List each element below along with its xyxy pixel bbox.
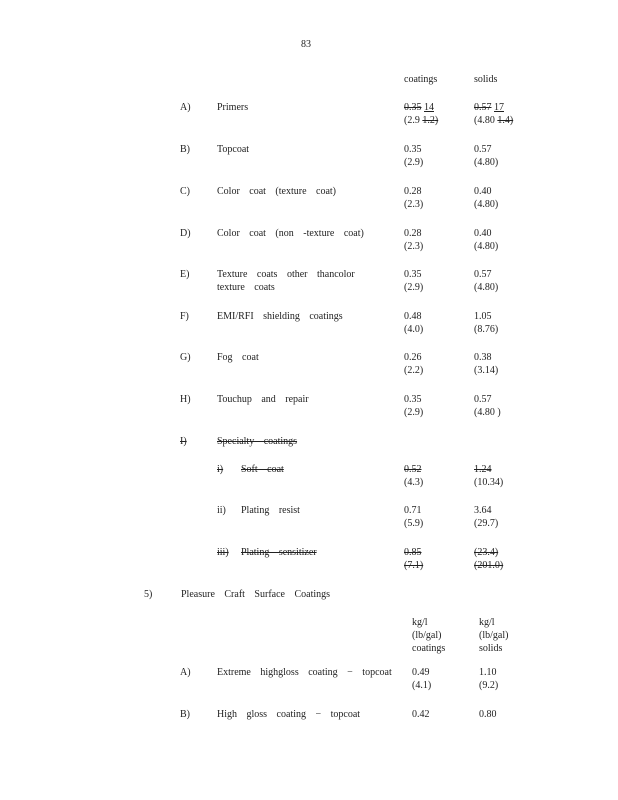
row-label: B) [180, 709, 190, 720]
section-number: 5) [144, 589, 153, 600]
header-solids: solids [474, 74, 498, 85]
solids-cell: 0.57 (4.80) [474, 269, 499, 293]
sub-name: Soft coat [241, 464, 284, 475]
section5-header-coatings: kg/l (lb/gal) coatings [412, 617, 446, 654]
row-label: A) [180, 667, 191, 678]
sub-label: ii) [217, 505, 226, 516]
row-name: Color coat (texture coat) [217, 186, 337, 197]
row-label: C) [180, 186, 190, 197]
new-value: 14 [424, 102, 434, 113]
row-name: Fog coat [217, 352, 259, 363]
row-name: Specialty coatings [217, 436, 298, 447]
solids-cell: 0.38 (3.14) [474, 352, 499, 376]
header-coatings: coatings [404, 74, 438, 85]
coatings-cell: 0.42 [412, 709, 430, 720]
row-label: D) [180, 228, 191, 239]
coatings-cell: 0.26 (2.2) [404, 352, 424, 376]
row-name: EMI/RFI shielding coatings [217, 311, 343, 322]
coatings-cell: 0.71 (5.9) [404, 505, 424, 529]
coatings-cell: 0.35 (2.9) [404, 144, 424, 168]
row-name: Touchup and repair [217, 394, 309, 405]
solids-cell: 0.57 (4.80) [474, 144, 499, 168]
row-name: Extreme highgloss coating − topcoat [217, 667, 392, 678]
section-title: Pleasure Craft Surface Coatings [181, 589, 331, 600]
page-number: 83 [301, 39, 311, 50]
solids-cell: 0.40 (4.80) [474, 228, 499, 252]
sub-name: Plating sensitizer [241, 547, 317, 558]
solids-cell: 0.57 (4.80 ) [474, 394, 501, 418]
coatings-cell: 0.35 (2.9) [404, 269, 424, 293]
row-label: H) [180, 394, 191, 405]
coatings-cell: 0.28 (2.3) [404, 228, 424, 252]
coatings-cell: 0.48 (4.0) [404, 311, 424, 335]
coatings-cell: 0.85 (7.1) [404, 547, 424, 571]
solids-cell: 1.24 (10.34) [474, 464, 504, 488]
coatings-cell: 0.52 (4.3) [404, 464, 424, 488]
sub-label: i) [217, 464, 224, 475]
solids-cell: 1.10 (9.2) [479, 667, 499, 691]
row-label: B) [180, 144, 190, 155]
row-name: High gloss coating − topcoat [217, 709, 361, 720]
row-name: Topcoat [217, 144, 250, 155]
section5-header-solids: kg/l (lb/gal) solids [479, 617, 509, 654]
sub-label: iii) [217, 547, 229, 558]
solids-cell: 3.64 (29.7) [474, 505, 499, 529]
struck-value: 0.35 [404, 102, 422, 113]
solids-cell: 1.05 (8.76) [474, 311, 499, 335]
row-label: I) [180, 436, 187, 447]
primers-solids-value: 0.57 17 [474, 102, 504, 113]
primers-coatings-value [404, 101, 434, 114]
primers-solids-lbgal: (4.80 1.4) [474, 115, 514, 126]
coatings-cell: 0.28 (2.3) [404, 186, 424, 210]
sub-name: Plating resist [241, 505, 300, 516]
solids-cell: 0.80 [479, 709, 497, 720]
primers-coatings-lbgal: (2.9 1.2) [404, 115, 439, 126]
row-name: Primers [217, 102, 249, 113]
solids-cell: (23.4) (201.0) [474, 547, 504, 571]
row-label: G) [180, 352, 191, 363]
row-name: Texture coats other thancolor texture coats [217, 269, 355, 293]
row-label: E) [180, 269, 190, 280]
solids-cell: 0.40 (4.80) [474, 186, 499, 210]
row-label: F) [180, 311, 189, 322]
row-name: Color coat (non -texture coat) [217, 228, 364, 239]
coatings-cell: 0.35 (2.9) [404, 394, 424, 418]
coatings-cell: 0.49 (4.1) [412, 667, 432, 691]
row-label: A) [180, 102, 191, 113]
